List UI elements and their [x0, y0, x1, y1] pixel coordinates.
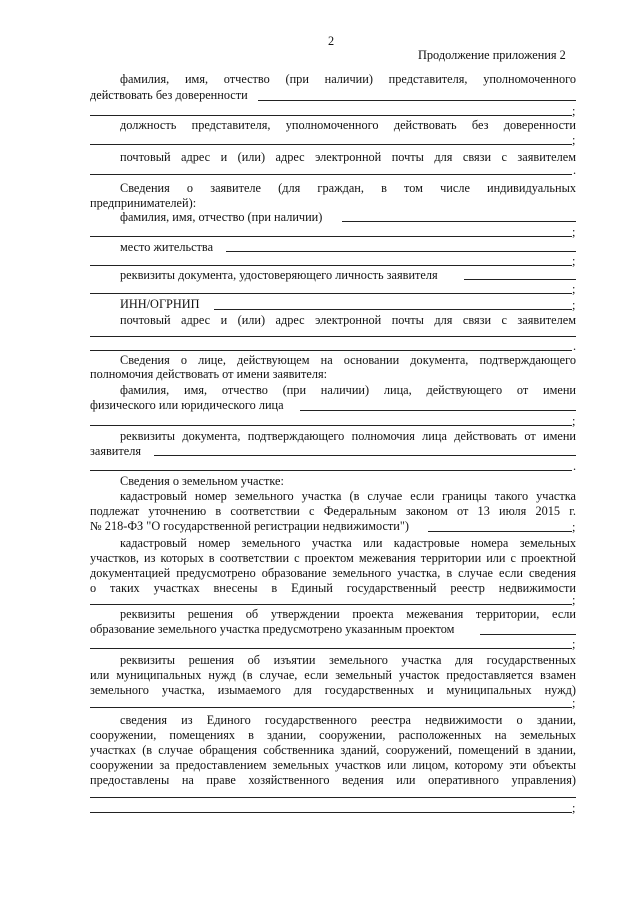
egrn-line3: участках (в случае обращения собственника зданий, сооружений, помещений в здании, — [90, 743, 576, 757]
egrn-line4: сооружении за предоставлением земельных участков или лицом, которому эти объекты — [90, 758, 576, 772]
agent-fio-line2: физического или юридического лица — [90, 398, 284, 412]
semicolon: ; — [572, 282, 576, 296]
agent-doc-line2: заявителя — [90, 444, 141, 458]
agent-info-line2: полномочия действовать от имени заявителя: — [90, 367, 328, 381]
applicant-fio-field-2[interactable] — [90, 236, 572, 237]
applicant-address-field-2[interactable] — [90, 350, 572, 351]
semicolon: ; — [572, 133, 576, 147]
agent-doc-field-1[interactable] — [154, 455, 576, 456]
rep-fio-line2: действовать без доверенности — [90, 88, 248, 102]
rep-position-label: должность представителя, уполномоченного действовать без доверенности — [120, 118, 576, 132]
period: . — [573, 459, 577, 473]
cad2-field[interactable] — [90, 604, 572, 605]
semicolon: ; — [572, 298, 576, 312]
applicant-residence-field-2[interactable] — [90, 265, 572, 266]
applicant-id-doc-label: реквизиты документа, удостоверяющего личность заявителя — [120, 268, 438, 282]
rep-position-field[interactable] — [90, 144, 572, 145]
agent-fio-field-1[interactable] — [300, 410, 576, 411]
applicant-fio-label: фамилия, имя, отчество (при наличии) — [120, 210, 323, 224]
applicant-info-line2: предпринимателей): — [90, 196, 197, 210]
applicant-id-doc-field-1[interactable] — [464, 279, 576, 280]
applicant-info-line1: Сведения о заявителе (для граждан, в том числе индивидуальных — [120, 181, 576, 195]
survey-line1: реквизиты решения об утверждении проекта межевания территории, если — [120, 607, 576, 621]
land-info-heading: Сведения о земельном участке: — [120, 474, 284, 488]
rep-fio-line1: фамилия, имя, отчество (при наличии) представителя, уполномоченного — [120, 72, 576, 86]
semicolon: ; — [572, 637, 576, 651]
egrn-field-2[interactable] — [90, 812, 572, 813]
survey-field-1[interactable] — [480, 634, 576, 635]
agent-info-line1: Сведения о лице, действующем на основании документа, подтверждающего — [120, 353, 576, 367]
egrn-line1: сведения из Единого государственного реестра недвижимости о здании, — [120, 713, 576, 727]
cad-line2: подлежат уточнению в соответствии с Федеральным законом от 13 июля 2015 г. — [90, 504, 576, 518]
semicolon: ; — [572, 801, 576, 815]
egrn-field-1[interactable] — [90, 797, 576, 798]
semicolon: ; — [572, 254, 576, 268]
semicolon: ; — [572, 696, 576, 710]
rep-address-field[interactable] — [90, 174, 572, 175]
applicant-residence-field-1[interactable] — [226, 251, 576, 252]
semicolon: ; — [572, 414, 576, 428]
cad-line3: № 218-ФЗ "О государственной регистрации недвижимости") — [90, 519, 409, 533]
period: . — [573, 339, 577, 353]
rep-address-label: почтовый адрес и (или) адрес электронной почты для связи с заявителем — [120, 150, 576, 164]
semicolon: ; — [572, 593, 576, 607]
rep-fio-field-1[interactable] — [258, 100, 576, 101]
applicant-fio-field-1[interactable] — [342, 221, 576, 222]
semicolon: ; — [572, 225, 576, 239]
egrn-line5: предоставлены на праве хозяйственного ведения или оперативного управления) — [90, 773, 576, 787]
applicant-inn-field[interactable] — [214, 309, 572, 310]
cad-field[interactable] — [428, 531, 572, 532]
applicant-address-label: почтовый адрес и (или) адрес электронной почты для связи с заявителем — [120, 313, 576, 327]
rep-fio-field-2[interactable] — [90, 115, 572, 116]
seizure-field[interactable] — [90, 707, 572, 708]
seizure-line2: или муниципальных нужд (в случае, если земельный участок предоставляется взамен — [90, 668, 576, 682]
agent-fio-field-2[interactable] — [90, 425, 572, 426]
agent-doc-line1: реквизиты документа, подтверждающего полномочия лица действовать от имени — [120, 429, 576, 443]
applicant-id-doc-field-2[interactable] — [90, 293, 572, 294]
cad2-line1: кадастровый номер земельного участка или кадастровые номера земельных — [120, 536, 576, 550]
agent-fio-line1: фамилия, имя, отчество (при наличии) лица, действующего от имени — [120, 383, 576, 397]
survey-line2: образование земельного участка предусмотрено указанным проектом — [90, 622, 455, 636]
cad2-line3: документацией предусмотрено образование земельного участка, в случае если сведения — [90, 566, 576, 580]
seizure-line1: реквизиты решения об изъятии земельного участка для государственных — [120, 653, 576, 667]
applicant-address-field-1[interactable] — [90, 336, 576, 337]
period: . — [573, 163, 577, 177]
continuation-header: Продолжение приложения 2 — [418, 48, 566, 62]
agent-doc-field-2[interactable] — [90, 470, 572, 471]
seizure-line3: земельного участка, изымаемого для государственных и муниципальных нужд) — [90, 683, 576, 697]
semicolon: ; — [572, 104, 576, 118]
page-number: 2 — [328, 34, 335, 48]
cad2-line4: о таких участках внесены в Единый государственный реестр недвижимости — [90, 581, 576, 595]
cad2-line2: участков, из которых в соответствии с проектом межевания территории или с проектной — [90, 551, 576, 565]
egrn-line2: сооружении, помещениях в здании, сооружении, расположенных на земельных — [90, 728, 576, 742]
cad-line1: кадастровый номер земельного участка (в случае если границы такого участка — [120, 489, 576, 503]
semicolon: ; — [572, 520, 576, 534]
applicant-inn-label: ИНН/ОГРНИП — [120, 297, 200, 311]
survey-field-2[interactable] — [90, 648, 572, 649]
applicant-residence-label: место жительства — [120, 240, 214, 254]
